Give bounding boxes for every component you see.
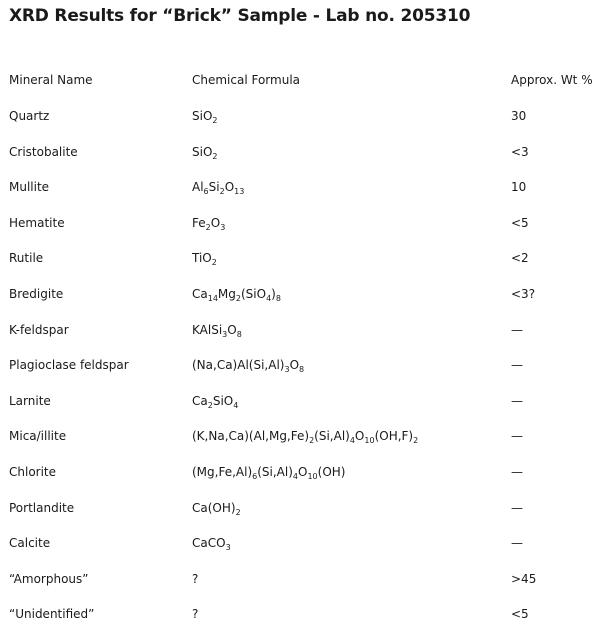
mineral-name: Rutile xyxy=(9,251,44,265)
formula-text: ? xyxy=(192,607,199,621)
formula-subscript: 2 xyxy=(205,223,211,232)
table-row xyxy=(0,106,600,126)
formula-text: (Si,Al) xyxy=(314,429,350,443)
approx-wt-value: <3 xyxy=(511,145,529,159)
chemical-formula xyxy=(192,391,238,411)
approx-wt-value: — xyxy=(511,394,523,408)
formula-subscript: 13 xyxy=(234,187,245,196)
formula-subscript: 4 xyxy=(266,294,272,303)
formula-text: O xyxy=(210,216,221,230)
formula-text: (Na,Ca)Al(Si,Al) xyxy=(192,358,285,372)
formula-subscript: 3 xyxy=(284,365,290,374)
formula-subscript: 2 xyxy=(219,187,225,196)
formula-text: SiO xyxy=(192,109,213,123)
approx-wt-value: 30 xyxy=(511,109,527,123)
formula-text: O xyxy=(354,429,365,443)
chemical-formula xyxy=(192,142,218,162)
table-row xyxy=(0,284,600,304)
formula-subscript: 2 xyxy=(309,436,315,445)
formula-text: Ca xyxy=(192,287,208,301)
formula-subscript: 4 xyxy=(349,436,355,445)
chemical-formula xyxy=(192,426,418,446)
formula-text: Fe xyxy=(192,216,206,230)
formula-text: (OH,F) xyxy=(374,429,414,443)
mineral-name: “Amorphous” xyxy=(9,572,89,586)
formula-subscript: 4 xyxy=(292,472,298,481)
page-title: XRD Results for “Brick” Sample - Lab no. 205310 xyxy=(9,6,471,26)
mineral-name: Chlorite xyxy=(9,465,57,479)
formula-subscript: 6 xyxy=(252,472,258,481)
table-row xyxy=(0,533,600,553)
formula-text: O xyxy=(298,465,308,479)
formula-subscript: 3 xyxy=(225,543,231,552)
approx-wt-value: — xyxy=(511,501,523,515)
formula-subscript: 2 xyxy=(235,294,241,303)
formula-subscript: 2 xyxy=(413,436,419,445)
mineral-name: Larnite xyxy=(9,394,51,408)
formula-text: (Si,Al) xyxy=(257,465,293,479)
mineral-name: Cristobalite xyxy=(9,145,78,159)
chemical-formula xyxy=(192,320,242,340)
formula-subscript: 2 xyxy=(211,258,217,267)
mineral-name: K-feldspar xyxy=(9,323,69,337)
formula-subscript: 3 xyxy=(222,330,228,339)
chemical-formula xyxy=(192,177,244,197)
header-chemical-formula: Chemical Formula xyxy=(192,73,301,87)
formula-text: O xyxy=(224,180,235,194)
chemical-formula xyxy=(192,248,217,268)
formula-text: Ca(OH) xyxy=(192,501,236,515)
table-row xyxy=(0,391,600,411)
approx-wt-value: <2 xyxy=(511,251,529,265)
approx-wt-value: — xyxy=(511,323,523,337)
header-approx-wt: Approx. Wt % xyxy=(511,73,593,87)
formula-text: ? xyxy=(192,572,199,586)
table-row xyxy=(0,142,600,162)
table-row xyxy=(0,498,600,518)
chemical-formula xyxy=(192,569,198,589)
formula-text: (OH) xyxy=(317,465,346,479)
formula-subscript: 2 xyxy=(212,152,218,161)
chemical-formula xyxy=(192,355,304,375)
formula-text: ) xyxy=(271,287,276,301)
approx-wt-value: — xyxy=(511,536,523,550)
mineral-name: Quartz xyxy=(9,109,50,123)
formula-text: (SiO xyxy=(241,287,267,301)
chemical-formula xyxy=(192,533,231,553)
chemical-formula xyxy=(192,462,345,482)
mineral-name: Portlandite xyxy=(9,501,75,515)
mineral-name: Mullite xyxy=(9,180,50,194)
approx-wt-value: <3? xyxy=(511,287,536,301)
table-row xyxy=(0,426,600,446)
chemical-formula xyxy=(192,498,241,518)
table-row xyxy=(0,320,600,340)
approx-wt-value: >45 xyxy=(511,572,537,586)
formula-text: CaCO xyxy=(192,536,226,550)
formula-subscript: 2 xyxy=(212,116,218,125)
mineral-name: Hematite xyxy=(9,216,65,230)
table-row xyxy=(0,604,600,624)
chemical-formula xyxy=(192,284,281,304)
formula-text: SiO xyxy=(192,145,213,159)
formula-subscript: 10 xyxy=(364,436,375,445)
mineral-name: “Unidentified” xyxy=(9,607,95,621)
approx-wt-value: — xyxy=(511,429,523,443)
approx-wt-value: — xyxy=(511,358,523,372)
formula-text: Al xyxy=(192,180,204,194)
formula-text: (Mg,Fe,Al) xyxy=(192,465,253,479)
table-row xyxy=(0,213,600,233)
formula-subscript: 2 xyxy=(207,401,213,410)
formula-subscript: 3 xyxy=(220,223,226,232)
mineral-name: Bredigite xyxy=(9,287,64,301)
formula-subscript: 6 xyxy=(203,187,209,196)
table-row xyxy=(0,462,600,482)
chemical-formula xyxy=(192,106,218,126)
formula-subscript: 10 xyxy=(307,472,318,481)
formula-subscript: 4 xyxy=(233,401,239,410)
mineral-name: Calcite xyxy=(9,536,51,550)
formula-text: KAlSi xyxy=(192,323,223,337)
approx-wt-value: <5 xyxy=(511,607,529,621)
formula-subscript: 8 xyxy=(299,365,305,374)
formula-text: Si xyxy=(208,180,220,194)
table-row xyxy=(0,569,600,589)
formula-subscript: 14 xyxy=(207,294,218,303)
mineral-name: Plagioclase feldspar xyxy=(9,358,129,372)
formula-text: Mg xyxy=(217,287,236,301)
formula-subscript: 2 xyxy=(235,508,241,517)
chemical-formula xyxy=(192,604,198,624)
table-row xyxy=(0,248,600,268)
header-mineral-name: Mineral Name xyxy=(9,73,93,87)
formula-text: O xyxy=(289,358,300,372)
table-row xyxy=(0,177,600,197)
approx-wt-value: 10 xyxy=(511,180,527,194)
chemical-formula xyxy=(192,213,225,233)
table-row xyxy=(0,355,600,375)
table-header-row xyxy=(0,70,600,90)
formula-subscript: 8 xyxy=(275,294,281,303)
formula-text: Ca xyxy=(192,394,208,408)
formula-text: (K,Na,Ca)(Al,Mg,Fe) xyxy=(192,429,310,443)
formula-text: O xyxy=(227,323,237,337)
formula-text: SiO xyxy=(212,394,234,408)
formula-text: TiO xyxy=(192,251,212,265)
mineral-name: Mica/illite xyxy=(9,429,67,443)
formula-subscript: 8 xyxy=(236,330,242,339)
approx-wt-value: <5 xyxy=(511,216,529,230)
approx-wt-value: — xyxy=(511,465,523,479)
